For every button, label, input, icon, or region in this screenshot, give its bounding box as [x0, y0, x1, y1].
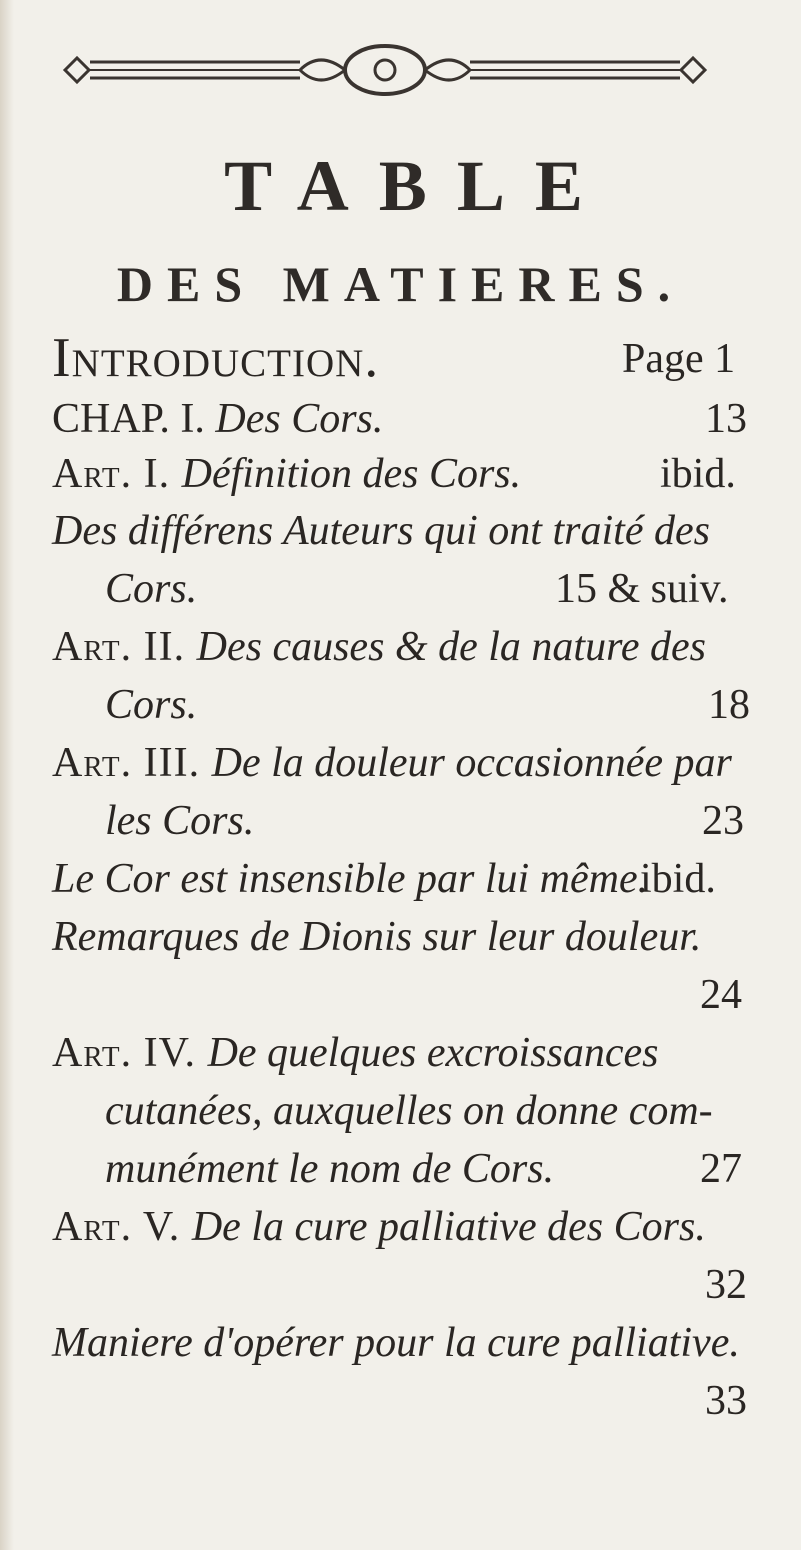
- entry-art-3: Art. III. De la douleur occasionnée par: [52, 740, 732, 786]
- page-title: TABLE: [224, 146, 613, 226]
- entry-line: Cors.: [105, 682, 198, 728]
- ornamental-rule: [50, 40, 720, 100]
- entry-art-2: Art. II. Des causes & de la nature des: [52, 624, 706, 670]
- entry-page: 27: [700, 1146, 742, 1192]
- entry-page: ibid.: [640, 856, 716, 902]
- entry-page: 23: [702, 798, 744, 844]
- entry-introduction: Introduction.: [52, 327, 380, 389]
- entry-page: 18: [708, 682, 750, 728]
- entry-page: Page 1: [622, 336, 736, 382]
- entry-line: Le Cor est insensible par lui même.: [52, 856, 649, 902]
- entry-page: 33: [705, 1378, 747, 1424]
- entry-page: 24: [700, 972, 742, 1018]
- entry-art-4: Art. IV. De quelques excroissances: [52, 1030, 659, 1076]
- entry-line: Remarques de Dionis sur leur douleur.: [52, 914, 702, 960]
- page-subtitle: DES MATIERES.: [116, 256, 685, 312]
- entry-art-5: Art. V. De la cure palliative des Cors.: [52, 1204, 706, 1250]
- entry-line: munément le nom de Cors.: [105, 1146, 555, 1192]
- entry-page: 32: [705, 1262, 747, 1308]
- entry-line: cutanées, auxquelles on donne com-: [105, 1088, 713, 1134]
- entry-art-1: Art. I. Définition des Cors.: [52, 451, 522, 497]
- entry-page: 15 & suiv.: [555, 566, 729, 612]
- entry-chapter-1: CHAP. I. Des Cors.: [52, 396, 384, 442]
- entry-page: ibid.: [660, 451, 736, 497]
- entry-line: Cors.: [105, 566, 198, 612]
- entry-page: 13: [705, 396, 747, 442]
- entry-line: les Cors.: [105, 798, 255, 844]
- entry-line: Des différens Auteurs qui ont traité des: [52, 508, 710, 554]
- entry-line: Maniere d'opérer pour la cure palliative.: [52, 1320, 740, 1366]
